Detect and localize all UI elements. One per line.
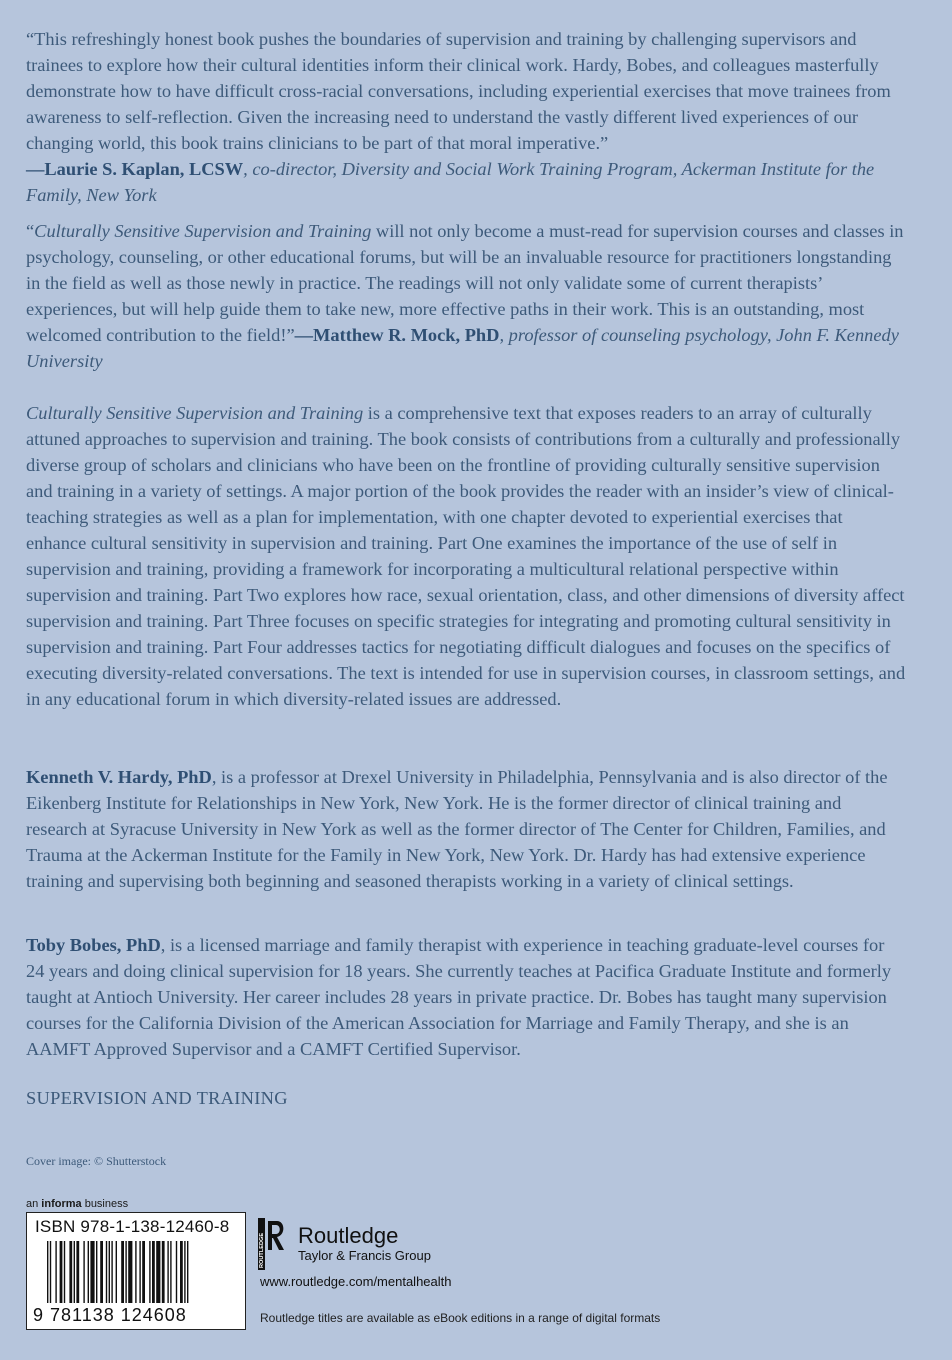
quote-text: “This refreshingly honest book pushes the boundaries of supervision and training by challenging supervisors and trainees to explore how their cultural identities inform their clinical work. Hardy, Bobes, and colleagues masterfully demonstrate how to have difficult cross-racial conversations, including experiential exercises that move trainees from awareness to self-reflection. Given the increasing need to understand the vastly different lived experiences of our changing world, this book trains clinicians to be part of that moral imperative.” bbox=[26, 29, 891, 153]
routledge-logo bbox=[258, 1218, 288, 1270]
author-bio-bobes bbox=[26, 932, 906, 1062]
barcode-bar bbox=[83, 1241, 84, 1303]
barcode-bar bbox=[162, 1241, 165, 1303]
bio-name: Kenneth V. Hardy, PhD bbox=[26, 767, 212, 787]
endorsement-kaplan bbox=[26, 26, 906, 208]
publisher bbox=[298, 1224, 431, 1264]
barcode-bar bbox=[142, 1241, 145, 1303]
informa-tagline bbox=[26, 1198, 128, 1210]
barcode-bar bbox=[64, 1241, 65, 1303]
barcode-bar bbox=[121, 1241, 124, 1303]
barcode-bar bbox=[187, 1241, 188, 1303]
barcode-bar bbox=[156, 1241, 160, 1303]
bio-name: Toby Bobes, PhD bbox=[26, 935, 161, 955]
author-bio-hardy bbox=[26, 764, 906, 894]
publisher-url[interactable]: www.routledge.com/mentalhealth bbox=[260, 1274, 452, 1289]
barcode-bar bbox=[139, 1241, 140, 1303]
barcode-bar bbox=[180, 1241, 183, 1303]
barcode-bar bbox=[149, 1241, 150, 1303]
barcode-bar bbox=[125, 1241, 126, 1303]
description-book-title: Culturally Sensitive Supervision and Training bbox=[26, 403, 364, 423]
barcode-bar bbox=[106, 1241, 107, 1303]
quote-open-mark: “ bbox=[26, 221, 35, 241]
barcode-bar bbox=[100, 1241, 103, 1303]
barcode-bar bbox=[135, 1241, 136, 1303]
barcode-digits: 9 781138 124608 bbox=[33, 1305, 187, 1325]
quote-author: —Matthew R. Mock, PhD bbox=[294, 325, 500, 345]
quote-text: will not only become a must-read for supervision courses and classes in psychology, counseling, or other educational forums, but will be an invaluable resource for practitioners longstanding in the field as well as those newly in practice. The readings will not only validate some of current therapists’ experiences, but will help guide them to take new, more effective paths in their work. This is an outstanding, most welcomed contribution to the field!” bbox=[26, 221, 904, 345]
barcode-bar bbox=[88, 1241, 89, 1303]
publisher-name: Routledge bbox=[298, 1223, 399, 1248]
barcode-bar bbox=[152, 1241, 155, 1303]
informa-brand: informa bbox=[41, 1198, 82, 1210]
barcode-bar bbox=[50, 1241, 51, 1303]
isbn-number: ISBN 978-1-138-12460-8 bbox=[35, 1217, 230, 1236]
quote-affiliation: , professor of counseling psychology, John F. Kennedy University bbox=[26, 325, 899, 371]
logo-wordmark: ROUTLEDGE bbox=[259, 1232, 266, 1268]
bio-text: , is a professor at Drexel University in Philadelphia, Pennsylvania and is also director of the Eikenberg Institute for Relationships in New York, New York. He is the former director of clinical training and research at Syracuse University in New York as well as the former director of The Center for Children, Families, and Trauma at the Ackerman Institute for the Family in New York, New York. Dr. Hardy has had extensive experience training and supervising both beginning and seasoned therapists working in a variety of clinical settings. bbox=[26, 767, 888, 891]
barcode-bar bbox=[76, 1241, 79, 1303]
barcode-bar bbox=[74, 1241, 75, 1303]
informa-prefix: an bbox=[26, 1198, 42, 1210]
description-text: is a comprehensive text that exposes readers to an array of culturally attuned approaches to supervision and training. The book consists of contributions from a culturally and professionally diverse group of scholars and clinicians who have been on the frontline of providing culturally sensitive supervision and training in a variety of settings. A major portion of the book provides the reader with an insider’s view of clinical-teaching strategies as well as a plan for implementation, with one chapter devoted to experiential exercises that enhance cultural sensitivity in supervision and training. Part One examines the importance of the use of self in supervision and training, providing a framework for incorporating a multicultural relational perspective within supervision and training. Part Two explores how race, sexual orientation, class, and other dimensions of diversity affect supervision and training. Part Three focuses on specific strategies for integrating and promoting cultural sensitivity in supervision and training. Part Four addresses tactics for negotiating difficult dialogues and focuses on the specifics of executing diversity-related conversations. The text is intended for use in supervision courses, in classroom settings, and in any educational forum in which diversity-related issues are addressed. bbox=[26, 403, 906, 709]
barcode-bar bbox=[96, 1241, 97, 1303]
endorsement-mock bbox=[26, 218, 906, 374]
barcode-bar bbox=[109, 1241, 110, 1303]
quote-affiliation: , co-director, Diversity and Social Work Training Program, Ackerman Institute for the Family, New York bbox=[26, 159, 875, 205]
barcode-bar bbox=[111, 1241, 112, 1303]
barcode-bar bbox=[167, 1241, 168, 1303]
subject-category: SUPERVISION AND TRAINING bbox=[26, 1088, 288, 1108]
barcode-bar bbox=[170, 1241, 171, 1303]
barcode-bar bbox=[69, 1241, 72, 1303]
barcode-bar bbox=[128, 1241, 132, 1303]
ebook-note: Routledge titles are available as eBook editions in a range of digital formats bbox=[260, 1311, 661, 1325]
barcode-bar bbox=[60, 1241, 63, 1303]
barcode-bar bbox=[47, 1241, 48, 1303]
cover-credit: Cover image: © Shutterstock bbox=[26, 1154, 167, 1168]
barcode-bar bbox=[55, 1241, 56, 1303]
barcode-bar bbox=[116, 1241, 117, 1303]
barcode-bar bbox=[176, 1241, 177, 1303]
isbn-barcode bbox=[26, 1212, 246, 1330]
barcode-bars bbox=[47, 1241, 227, 1303]
quote-author: —Laurie S. Kaplan, LCSW bbox=[26, 159, 244, 179]
informa-suffix: business bbox=[81, 1198, 129, 1210]
bio-text: , is a licensed marriage and family therapist with experience in teaching graduate-level courses for 24 years and doing clinical supervision for 18 years. She currently teaches at Pacifica Graduate Institute and formerly taught at Antioch University. Her career includes 28 years in private practice. Dr. Bobes has taught many supervision courses for the California Division of the American Association for Marriage and Family Therapy, and she is an AAMFT Approved Supervisor and a CAMFT Certified Supervisor. bbox=[26, 935, 892, 1059]
barcode-bar bbox=[184, 1241, 185, 1303]
book-description bbox=[26, 400, 906, 712]
publisher-group: Taylor & Francis Group bbox=[298, 1248, 431, 1263]
barcode-bar bbox=[90, 1241, 94, 1303]
quote-book-title: Culturally Sensitive Supervision and Training bbox=[34, 221, 372, 241]
